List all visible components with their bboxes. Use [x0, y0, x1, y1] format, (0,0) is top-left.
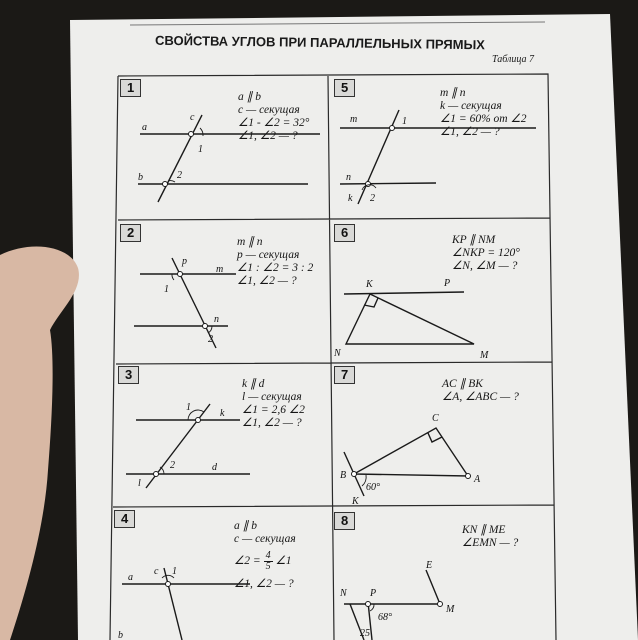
line-label: d: [212, 462, 217, 473]
angle-label: 60°: [366, 482, 380, 493]
task-conditions: [462, 524, 518, 550]
angle-label: 1: [198, 144, 203, 155]
line-label: b: [118, 630, 123, 640]
line-label: k: [220, 408, 225, 419]
vertex-label: K: [366, 279, 373, 290]
angle-label: 1: [164, 284, 169, 295]
figure-task-1: [130, 110, 330, 210]
condition-line: ∠EMN — ?: [462, 537, 519, 549]
fraction-numerator: 4: [265, 550, 271, 561]
line-label: p: [182, 256, 187, 267]
line-label: c: [190, 112, 195, 123]
condition-line: ∠1, ∠2 — ?: [234, 578, 294, 590]
condition-line: ∠1: [275, 555, 292, 568]
task-number: 7: [334, 366, 355, 384]
condition-line: m ∥ n: [237, 236, 263, 248]
task-number: 5: [334, 79, 355, 97]
angle-label: 2: [208, 334, 213, 345]
figure-task-7: [336, 408, 536, 508]
angle-label: 2: [177, 170, 182, 181]
condition-line: KN ∥ ME: [462, 524, 506, 536]
condition-line: l — секущая: [242, 391, 302, 403]
task-number: 4: [114, 510, 135, 528]
line-label: c: [154, 566, 159, 577]
line-label: m: [350, 114, 358, 125]
line-label: m: [216, 264, 224, 275]
figure-task-4: [114, 560, 326, 640]
condition-line: KP ∥ NM: [452, 234, 496, 246]
vertex-label: C: [432, 413, 439, 424]
condition-line: ∠NKP = 120°: [452, 247, 520, 259]
condition-line: ∠2 =: [234, 555, 261, 568]
figure-task-2: [128, 250, 328, 355]
task-conditions: [452, 234, 520, 273]
condition-line: ∠A, ∠ABC — ?: [442, 391, 519, 403]
condition-line: a ∥ b: [234, 520, 257, 532]
condition-line: ∠1 - ∠2 = 32°: [238, 117, 310, 129]
hand: [0, 246, 79, 640]
angle-label: 1: [402, 116, 407, 127]
line-label: a: [128, 572, 133, 583]
condition-line: ∠1, ∠2 — ?: [238, 130, 298, 142]
condition-line: a ∥ b: [238, 91, 261, 103]
task-conditions: [442, 378, 519, 404]
figure-task-8: [334, 556, 539, 640]
vertex-label: M: [446, 604, 455, 615]
task-number: 1: [120, 79, 141, 97]
vertex-label: N: [334, 348, 341, 359]
vertex-label: N: [340, 588, 347, 599]
vertex-label: P: [370, 588, 377, 599]
angle-label: 68°: [378, 612, 392, 623]
angle-label: 25: [360, 628, 370, 639]
vertex-label: B: [340, 470, 347, 481]
task-number: 6: [334, 224, 355, 242]
task-number: 2: [120, 224, 141, 242]
vertex-label: M: [480, 350, 489, 361]
condition-line: ∠1, ∠2 — ?: [237, 275, 297, 287]
fraction-denominator: 5: [265, 561, 271, 572]
line-label: b: [138, 172, 143, 183]
table-label: Таблица 7: [492, 54, 534, 65]
condition-line: ∠N, ∠M — ?: [452, 260, 518, 272]
condition-line: ∠1, ∠2 — ?: [440, 126, 500, 138]
angle-label: 2: [170, 460, 175, 471]
figure-task-5: [336, 108, 541, 208]
vertex-label: E: [426, 560, 433, 571]
line-label: l: [138, 478, 141, 489]
line-label: n: [346, 172, 351, 183]
condition-line: c — секущая: [238, 104, 300, 116]
condition-line: k — секущая: [440, 100, 502, 112]
line-label: a: [142, 122, 147, 133]
angle-label: 1: [186, 402, 191, 413]
task-number: 8: [334, 512, 355, 530]
condition-line: p — секущая: [237, 249, 300, 261]
condition-line: k ∥ d: [242, 378, 265, 390]
condition-line: AC ∥ BK: [442, 378, 483, 390]
condition-line: ∠1 : ∠2 = 3 : 2: [237, 262, 314, 274]
line-label: n: [214, 314, 219, 325]
vertex-label: P: [444, 278, 451, 289]
line-label: k: [348, 193, 353, 204]
page-title: СВОЙСТВА УГЛОВ ПРИ ПАРАЛЛЕЛЬНЫХ ПРЯМЫХ: [154, 32, 486, 53]
figure-task-3: [120, 398, 320, 498]
condition-line: ∠1 = 2,6 ∠2: [242, 404, 305, 416]
condition-line: c — секущая: [234, 533, 296, 545]
figure-task-6: [334, 272, 544, 364]
vertex-label: K: [352, 496, 359, 507]
condition-line: m ∥ n: [440, 87, 466, 99]
vertex-label: A: [474, 474, 481, 485]
angle-label: 1: [172, 566, 177, 577]
condition-line: ∠1 = 60% от ∠2: [440, 113, 527, 125]
angle-label: 2: [370, 193, 375, 204]
task-number: 3: [118, 366, 139, 384]
condition-line: ∠1, ∠2 — ?: [242, 417, 302, 429]
